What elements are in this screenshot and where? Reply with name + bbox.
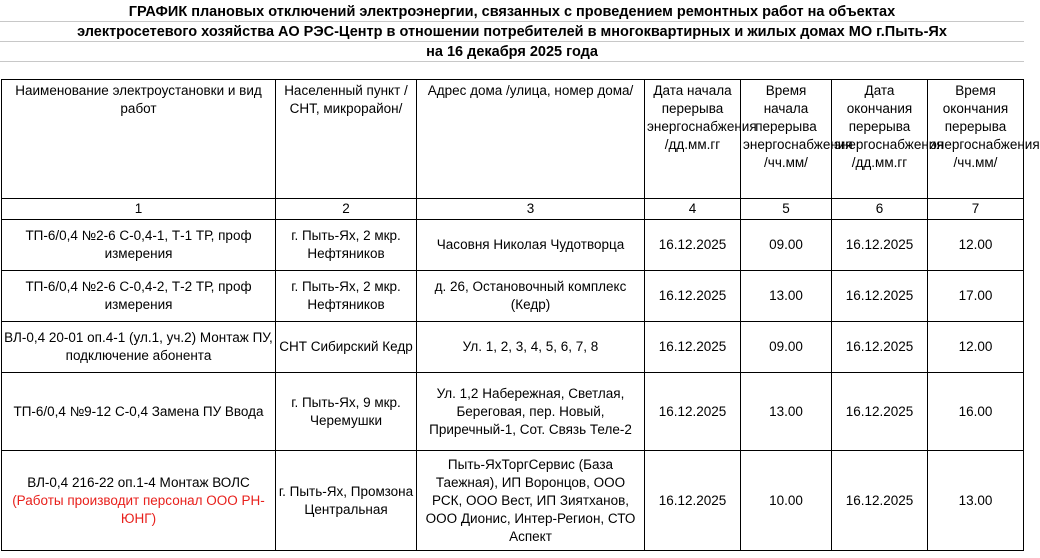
- column-number: 2: [276, 199, 417, 220]
- table-row: [2, 373, 1024, 451]
- cell-end-time: 12.00: [928, 322, 1024, 373]
- cell-address: д. 26, Остановочный комплекс (Кедр): [417, 271, 645, 322]
- title-line-1: ГРАФИК плановых отключений электроэнергии, связанных с проведением ремонтных работ на объектах: [128, 4, 896, 20]
- cell-address: Пыть-ЯхТоргСервис (База Таежная), ИП Воронцов, ООО РСК, ООО Вест, ИП Зиятханов, ООО Дионис, Интер-Регион, СТО Аспект: [417, 451, 645, 551]
- column-number: 4: [645, 199, 741, 220]
- title-line-2: электросетевого хозяйства АО РЭС-Центр в отношении потребителей в многоквартирных и жилых домах МО г.Пыть-Ях: [77, 24, 947, 40]
- column-number: 5: [741, 199, 832, 220]
- cell-locality: г. Пыть-Ях, 2 мкр. Нефтяников: [276, 220, 417, 271]
- gridline: [0, 21, 1024, 22]
- table-row: [2, 322, 1024, 373]
- cell-start-date: 16.12.2025: [645, 220, 741, 271]
- gridline: [0, 61, 1024, 62]
- table-row: [2, 451, 1024, 551]
- cell-installation: [2, 451, 276, 551]
- cell-address: Ул. 1, 2, 3, 4, 5, 6, 7, 8: [417, 322, 645, 373]
- cell-locality: г. Пыть-Ях, Промзона Центральная: [276, 451, 417, 551]
- cell-address: Ул. 1,2 Набережная, Светлая, Береговая, пер. Новый, Приречный-1, Сот. Связь Теле-2: [417, 373, 645, 451]
- cell-installation: ТП-6/0,4 №9-12 С-0,4 Замена ПУ Ввода: [2, 373, 276, 451]
- cell-start-date: 16.12.2025: [645, 271, 741, 322]
- gridline: [0, 41, 1024, 42]
- cell-start-time: 13.00: [741, 373, 832, 451]
- header-end-date: Дата окончания перерыва энергоснабжения /дд.мм.гг: [832, 80, 928, 199]
- column-number: 3: [417, 199, 645, 220]
- column-number: 6: [832, 199, 928, 220]
- cell-address: Часовня Николая Чудотворца: [417, 220, 645, 271]
- table-header-row: [2, 80, 1024, 199]
- column-number: 7: [928, 199, 1024, 220]
- cell-end-date: 16.12.2025: [832, 322, 928, 373]
- cell-locality: г. Пыть-Ях, 2 мкр. Нефтяников: [276, 271, 417, 322]
- cell-end-time: 17.00: [928, 271, 1024, 322]
- cell-end-date: 16.12.2025: [832, 373, 928, 451]
- header-start-date: Дата начала перерыва энергоснабжения /дд.мм.гг: [645, 80, 741, 199]
- cell-end-time: 12.00: [928, 220, 1024, 271]
- cell-start-date: 16.12.2025: [645, 451, 741, 551]
- installation-text: ВЛ-0,4 216-22 оп.1-4 Монтаж ВОЛС: [27, 474, 250, 490]
- cell-locality: СНТ Сибирский Кедр: [276, 322, 417, 373]
- column-number-row: [2, 199, 1024, 220]
- header-locality: Населенный пункт /СНТ, микрорайон/: [276, 80, 417, 199]
- header-installation: Наименование электроустановки и вид работ: [2, 80, 276, 199]
- header-start-time: Время начала перерыва энергоснабжения /чч.мм/: [741, 80, 832, 199]
- table-row: [2, 220, 1024, 271]
- table-row: [2, 271, 1024, 322]
- cell-end-time: 16.00: [928, 373, 1024, 451]
- cell-start-time: 09.00: [741, 220, 832, 271]
- column-number: 1: [2, 199, 276, 220]
- cell-installation: ТП-6/0,4 №2-6 С-0,4-1, Т-1 ТР, проф измерения: [2, 220, 276, 271]
- cell-start-date: 16.12.2025: [645, 373, 741, 451]
- cell-end-date: 16.12.2025: [832, 451, 928, 551]
- cell-end-date: 16.12.2025: [832, 271, 928, 322]
- header-address: Адрес дома /улица, номер дома/: [417, 80, 645, 199]
- cell-installation: ТП-6/0,4 №2-6 С-0,4-2, Т-2 ТР, проф измерения: [2, 271, 276, 322]
- contractor-note: (Работы производит персонал ООО РН-ЮНГ): [12, 492, 265, 526]
- title-line-3: на 16 декабря 2025 года: [426, 44, 598, 60]
- cell-end-time: 13.00: [928, 451, 1024, 551]
- cell-installation: ВЛ-0,4 20-01 оп.4-1 (ул.1, уч.2) Монтаж ПУ, подключение абонента: [2, 322, 276, 373]
- header-end-time: Время окончания перерыва энергоснабжения /чч.мм/: [928, 80, 1024, 199]
- cell-start-time: 10.00: [741, 451, 832, 551]
- cell-start-date: 16.12.2025: [645, 322, 741, 373]
- cell-start-time: 13.00: [741, 271, 832, 322]
- cell-locality: г. Пыть-Ях, 9 мкр. Черемушки: [276, 373, 417, 451]
- outage-table: [1, 79, 1040, 551]
- cell-end-date: 16.12.2025: [832, 220, 928, 271]
- cell-start-time: 09.00: [741, 322, 832, 373]
